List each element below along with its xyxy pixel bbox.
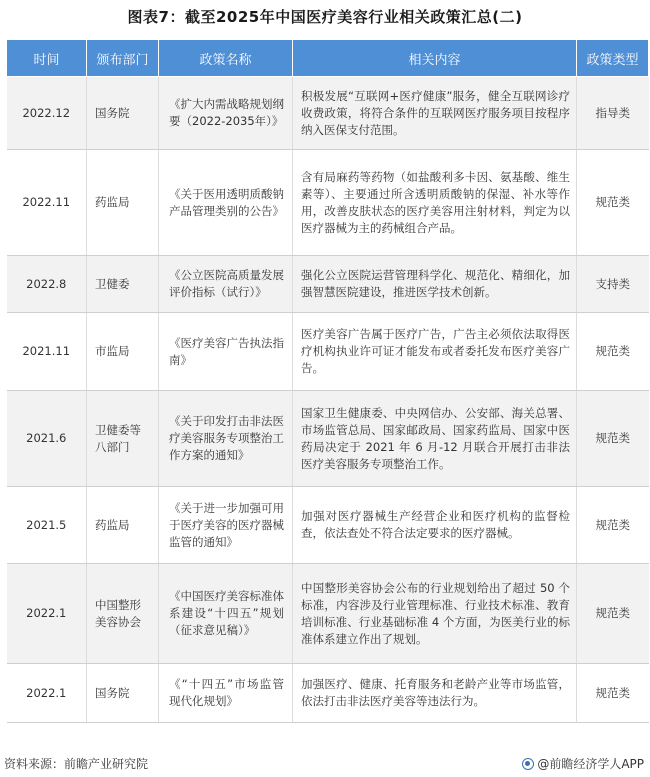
table-row [7,391,649,487]
cell-dept: 国务院 [87,664,159,723]
brand-credit [522,755,644,772]
cell-time: 2022.1 [7,664,87,723]
header-time: 时间 [7,40,87,77]
cell-policy-name: 《中国医疗美容标准体系建设“十四五”规划（征求意见稿）》 [159,564,293,664]
cell-content: 加强对医疗器械生产经营企业和医疗机构的监督检查，依法查处不符合法定要求的医疗器械。 [293,487,577,564]
header-dept: 颁布部门 [87,40,159,77]
cell-content: 含有局麻药等药物（如盐酸利多卡因、氨基酸、维生素等）、主要通过所含透明质酸钠的保湿、补水等作用，改善皮肤状态的医疗美容用注射材料，判定为以医疗器械为主的药械组合产品。 [293,150,577,256]
cell-time: 2022.1 [7,564,87,664]
cell-dept: 市监局 [87,313,159,391]
cell-time: 2021.11 [7,313,87,391]
cell-type: 规范类 [577,564,649,664]
qianzhan-logo-icon [522,758,534,770]
table-row [7,77,649,150]
cell-policy-name: 《公立医院高质量发展评价指标（试行）》 [159,256,293,313]
page-title: 图表7：截至2025年中国医疗美容行业相关政策汇总(二) [127,8,523,26]
cell-type: 规范类 [577,313,649,391]
cell-type: 规范类 [577,487,649,564]
cell-content: 医疗美容广告属于医疗广告，广告主必须依法取得医疗机构执业许可证才能发布或者委托发布医疗美容广告。 [293,313,577,391]
cell-policy-name: 《扩大内需战略规划纲要（2022-2035年）》 [159,77,293,150]
policy-table [6,39,649,723]
table-row [7,664,649,723]
cell-dept: 药监局 [87,150,159,256]
cell-time: 2022.8 [7,256,87,313]
cell-dept: 卫健委 [87,256,159,313]
cell-type: 规范类 [577,664,649,723]
table-header-row [7,40,649,77]
header-name: 政策名称 [159,40,293,77]
table-row [7,487,649,564]
cell-content: 强化公立医院运营管理科学化、规范化、精细化，加强智慧医院建设，推进医学技术创新。 [293,256,577,313]
cell-policy-name: 《“十四五”市场监管现代化规划》 [159,664,293,723]
source-note: 资料来源：前瞻产业研究院 [4,757,149,771]
cell-dept: 药监局 [87,487,159,564]
header-content: 相关内容 [293,40,577,77]
cell-type: 规范类 [577,391,649,487]
cell-type: 支持类 [577,256,649,313]
cell-dept: 国务院 [87,77,159,150]
brand-label: @前瞻经济学人APP [537,757,644,771]
cell-content: 积极发展“互联网+医疗健康”服务，健全互联网诊疗收费政策，将符合条件的互联网医疗服务项目按程序纳入医保支付范围。 [293,77,577,150]
table-row [7,313,649,391]
cell-type: 规范类 [577,150,649,256]
cell-time: 2022.12 [7,77,87,150]
cell-dept: 中国整形美容协会 [87,564,159,664]
cell-policy-name: 《医疗美容广告执法指南》 [159,313,293,391]
cell-dept: 卫健委等八部门 [87,391,159,487]
cell-type: 指导类 [577,77,649,150]
cell-content: 加强医疗、健康、托育服务和老龄产业等市场监管，依法打击非法医疗美容等违法行为。 [293,664,577,723]
cell-time: 2021.6 [7,391,87,487]
cell-content: 中国整形美容协会公布的行业规划给出了超过 50 个标准，内容涉及行业管理标准、行业技术标准、教育培训标准、行业基础标准 4 个方面，为医美行业的标准体系建立作出了规划。 [293,564,577,664]
table-row [7,564,649,664]
header-type: 政策类型 [577,40,649,77]
table-row [7,256,649,313]
cell-policy-name: 《关于进一步加强可用于医疗美容的医疗器械监管的通知》 [159,487,293,564]
cell-content: 国家卫生健康委、中央网信办、公安部、海关总署、市场监管总局、国家邮政局、国家药监局、国家中医药局决定于 2021 年 6 月-12 月联合开展打击非法医疗美容服务专项整治工作。 [293,391,577,487]
cell-policy-name: 《关于印发打击非法医疗美容服务专项整治工作方案的通知》 [159,391,293,487]
table-row [7,150,649,256]
cell-time: 2022.11 [7,150,87,256]
cell-policy-name: 《关于医用透明质酸钠产品管理类别的公告》 [159,150,293,256]
cell-time: 2021.5 [7,487,87,564]
